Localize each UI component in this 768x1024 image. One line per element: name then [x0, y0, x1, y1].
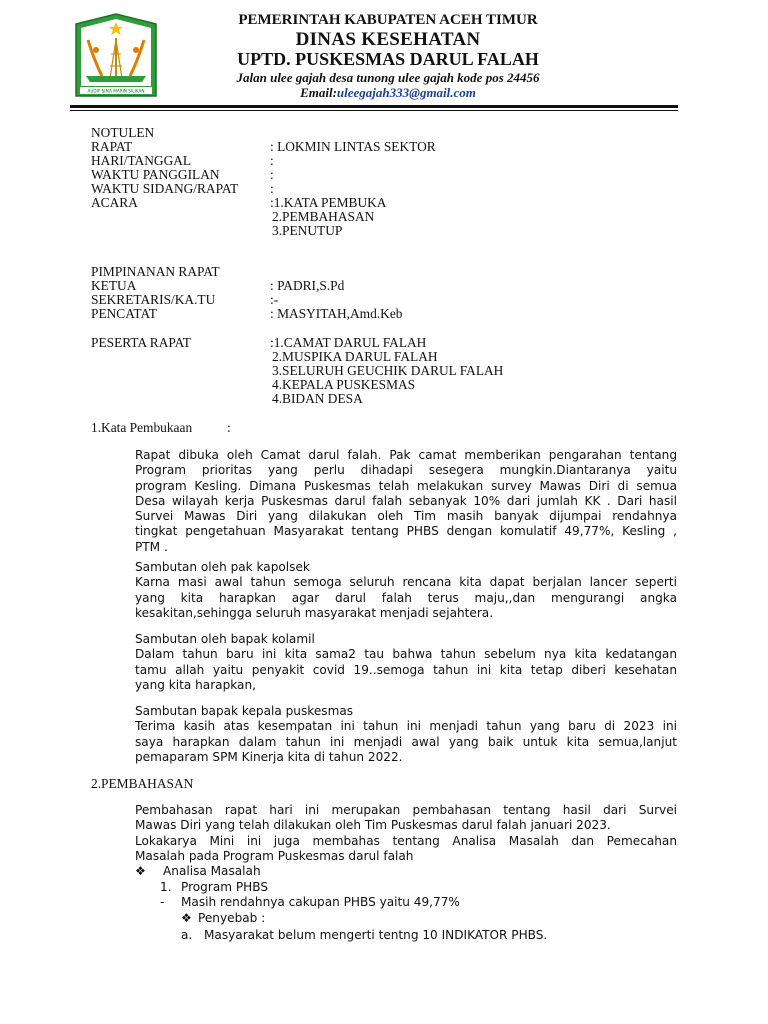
paragraph-line: program Kesling. Dimana Puskesmas telah melakukan survey Mawas Diri di semua	[135, 478, 677, 493]
paragraph-line: Rapat dibuka oleh Camat darul falah. Pak camat memberikan pengarahan tentang	[135, 448, 677, 462]
peserta-item: 4.BIDAN DESA	[272, 391, 363, 406]
notulen-title: NOTULEN	[91, 125, 155, 140]
letterhead-unit: UPTD. PUSKESMAS DARUL FALAH	[237, 49, 539, 69]
speech-title: Sambutan bapak kepala puskesmas	[135, 704, 354, 718]
paragraph-line: Desa wilayah kerja Puskesmas darul falah sebanyak 10% dari jumlah KK . Dari hasil	[135, 493, 677, 508]
paragraph-line: Karna masi awal tahun semoga seluruh rencana kita dapat berjalan lancer seperti	[135, 575, 677, 590]
speech-title: Sambutan oleh bapak kolamil	[135, 632, 315, 646]
meta-value-rapat: : LOKMIN LINTAS SEKTOR	[270, 139, 436, 154]
list-number: 1.	[160, 880, 172, 894]
penyebab-label: Penyebab :	[198, 911, 266, 925]
speech-title: Sambutan oleh pak kapolsek	[135, 560, 310, 574]
diamond-bullet-icon: ❖	[135, 864, 146, 878]
masih-rendah: Masih rendahnya cakupan PHBS yaitu 49,77%	[181, 895, 460, 909]
meta-value-waktu-sidang: :	[270, 181, 274, 196]
paragraph-line: Dalam tahun baru ini kita sama2 tau bahwa tahun sebelum nya kita kedatangan	[135, 647, 677, 662]
acara-item: 3.PENUTUP	[272, 223, 343, 238]
paragraph-line: tamu allah yaitu penyakit covid 19..semoga tahun ini kita tetap diberi kesehatan	[135, 662, 677, 677]
peserta-item: 3.SELURUH GEUCHIK DARUL FALAH	[272, 363, 504, 378]
paragraph-line: Program prioritas yang perlu dihadapi sesegera mungkin.Diantaranya yaitu	[135, 463, 677, 478]
meta-label-waktu-panggilan: WAKTU PANGGILAN	[91, 167, 220, 182]
koramil-speech	[135, 632, 677, 693]
dash-bullet: -	[160, 895, 165, 909]
pimpinan-label-sekretaris: SEKRETARIS/KA.TU	[91, 292, 216, 307]
section2-heading: 2.PEMBAHASAN	[91, 776, 194, 791]
paragraph-line: Survei Mawas Diri yang dilakukan oleh Tim masih banyak dijumpai rendahnya	[135, 509, 677, 524]
kapus-speech	[135, 704, 677, 765]
kapolsek-speech	[135, 560, 677, 621]
peserta-label: PESERTA RAPAT	[91, 335, 191, 350]
letterhead-government: PEMERINTAH KABUPATEN ACEH TIMUR	[238, 12, 538, 28]
email-label: Email:	[300, 85, 337, 100]
paragraph-line: PTM .	[135, 539, 168, 554]
pimpinan-label-pencatat: PENCATAT	[91, 306, 157, 321]
logo-caption: AUDIF SIMA MARIN SILIKAN	[87, 88, 145, 94]
letterhead-address: Jalan ulee gajah desa tunong ulee gajah kode pos 24456	[236, 70, 540, 85]
section1-colon: :	[227, 420, 231, 435]
diamond-bullet-icon: ❖	[181, 911, 192, 925]
acara-item: :1.KATA PEMBUKA	[270, 195, 387, 210]
program-phbs: Program PHBS	[181, 880, 269, 894]
letterhead-email-line	[168, 85, 608, 101]
letterhead-agency: DINAS KESEHATAN	[295, 29, 481, 50]
meta-label-acara: ACARA	[91, 195, 138, 210]
pimpinan-label-ketua: KETUA	[91, 278, 137, 293]
paragraph-line: Terima kasih atas kesempatan ini tahun ini menjadi tahun yang baru di 2023 ini	[135, 719, 677, 734]
paragraph-line: yang kita harapkan agar darul falah terus maju,,dan mengurangi angka	[135, 590, 677, 605]
paragraph-line: Mawas Diri yang telah dilakukan oleh Tim Puskesmas darul falah januari 2023.	[135, 818, 611, 833]
opening-paragraph	[135, 448, 677, 555]
pimpinan-title: PIMPINANAN RAPAT	[91, 264, 220, 279]
email-link[interactable]: uleegajah333@gmail.com	[336, 85, 476, 100]
paragraph-line: Lokakarya Mini ini juga membahas tentang Analisa Masalah dan Pemecahan	[135, 833, 677, 848]
paragraph-line: saya harapkan dalam tahun ini menjadi awal yang baik untuk kita semua,lanjut	[135, 734, 677, 749]
list-letter: a.	[181, 928, 193, 942]
pimpinan-value-sekretaris: :-	[270, 292, 279, 307]
penyebab-item: Masyarakat belum mengerti tentng 10 INDIKATOR PHBS.	[204, 928, 548, 942]
paragraph-line: Masalah pada Program Puskesmas darul falah	[135, 848, 414, 863]
acara-item: 2.PEMBAHASAN	[272, 209, 375, 224]
paragraph-line: pemaparam SPM Kinerja kita di tahun 2022.	[135, 749, 403, 764]
meta-label-rapat: RAPAT	[91, 139, 133, 154]
paragraph-line: kesakitan,sehingga seluruh masyarakat menjadi sejahtera.	[135, 605, 494, 620]
meta-value-waktu-panggilan: :	[270, 167, 274, 182]
pimpinan-value-ketua: : PADRI,S.Pd	[270, 278, 345, 293]
meta-label-waktu-sidang: WAKTU SIDANG/RAPAT	[91, 181, 239, 196]
paragraph-line: tingkat pengetahuan Masyarakat tentang PHBS dengan komulatif 49,77%, Kesling ,	[135, 524, 677, 539]
peserta-item: 4.KEPALA PUSKESMAS	[272, 377, 416, 392]
section1-heading: 1.Kata Pembukaan	[91, 420, 193, 435]
peserta-item: 2.MUSPIKA DARUL FALAH	[272, 349, 438, 364]
analisa-heading: Analisa Masalah	[163, 864, 261, 878]
pembahasan-paragraph	[135, 803, 677, 864]
paragraph-line: yang kita harapkan,	[135, 677, 256, 692]
header-rule-thin	[70, 110, 678, 111]
paragraph-line: Pembahasan rapat hari ini merupakan pembahasan tentang hasil dari Survei	[135, 803, 677, 817]
peserta-item: :1.CAMAT DARUL FALAH	[270, 335, 427, 350]
aceh-timur-logo	[70, 10, 162, 98]
header-rule-thick	[70, 105, 678, 108]
pimpinan-value-pencatat: : MASYITAH,Amd.Keb	[270, 306, 403, 321]
meta-label-hari-tanggal: HARI/TANGGAL	[91, 153, 192, 168]
meta-value-hari-tanggal: :	[270, 153, 274, 168]
